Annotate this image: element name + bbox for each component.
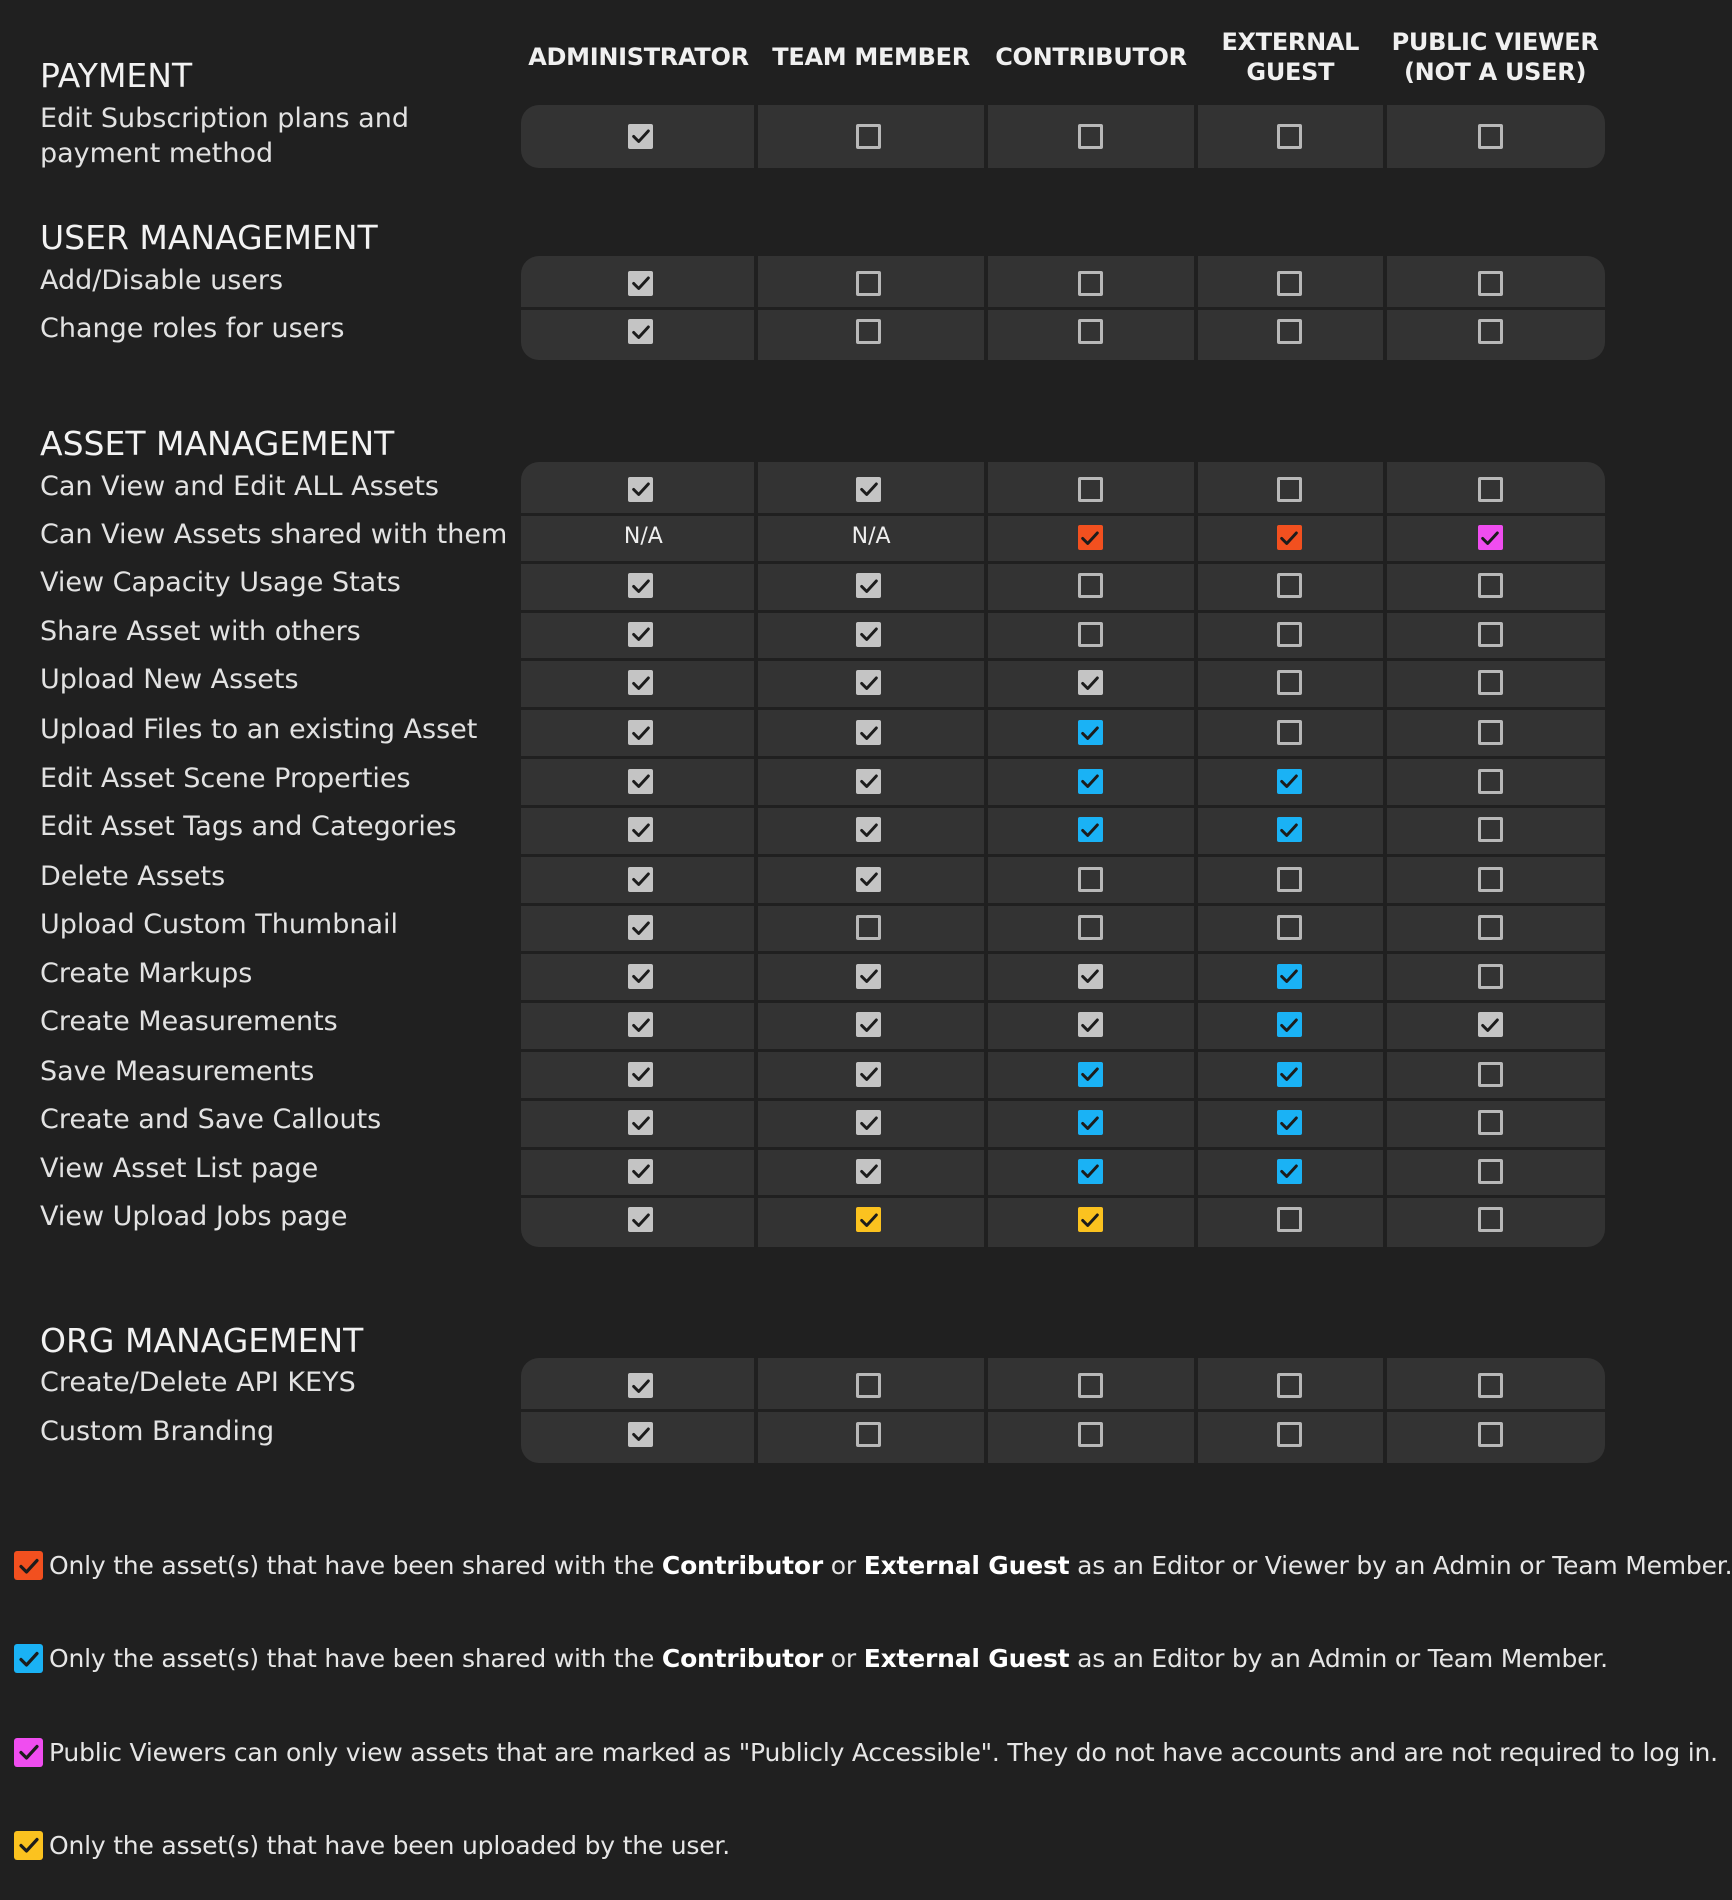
column-divider	[754, 105, 758, 168]
checkmark-icon	[1277, 817, 1302, 842]
unchecked-box-icon	[1478, 769, 1503, 794]
permission-checkbox[interactable]	[1078, 1110, 1108, 1140]
permission-checkbox[interactable]	[1078, 1062, 1108, 1092]
column-header: TEAM MEMBER	[772, 43, 970, 71]
checkmark-icon	[1078, 670, 1103, 695]
unchecked-box-icon	[1478, 271, 1503, 296]
permission-checkbox[interactable]	[1277, 271, 1307, 301]
permission-checkbox[interactable]	[1277, 622, 1307, 652]
permission-checkbox[interactable]	[1078, 670, 1108, 700]
row-divider	[34, 307, 1605, 310]
unchecked-box-icon	[1277, 124, 1302, 149]
permission-checkbox[interactable]	[1277, 964, 1307, 994]
permission-label: Edit Asset Scene Properties	[40, 762, 411, 794]
checkmark-icon	[856, 622, 881, 647]
legend-emphasis: Contributor	[661, 1644, 824, 1674]
permission-checkbox[interactable]	[1277, 525, 1307, 555]
permission-checkbox[interactable]	[628, 964, 658, 994]
not-applicable-text: N/A	[851, 524, 891, 549]
permission-checkbox[interactable]	[628, 1012, 658, 1042]
permission-label: View Capacity Usage Stats	[40, 567, 401, 599]
permission-checkbox[interactable]	[628, 867, 658, 897]
permission-checkbox[interactable]	[1277, 720, 1307, 750]
permission-checkbox[interactable]	[1078, 915, 1108, 945]
permission-checkbox[interactable]	[628, 319, 658, 349]
row-divider	[34, 561, 1605, 564]
permission-label: Add/Disable users	[40, 264, 284, 296]
permission-checkbox[interactable]	[628, 720, 658, 750]
permission-checkbox[interactable]	[1478, 319, 1508, 349]
unchecked-box-icon	[1478, 720, 1503, 745]
checkmark-icon	[628, 867, 653, 892]
permission-checkbox[interactable]	[856, 1012, 886, 1042]
unchecked-box-icon	[1277, 319, 1302, 344]
permission-checkbox[interactable]	[856, 670, 886, 700]
checkmark-icon	[1078, 1062, 1103, 1087]
permission-checkbox[interactable]	[1478, 525, 1508, 555]
column-header: CONTRIBUTOR	[995, 43, 1187, 71]
legend-fragment: Only the asset(s) that have been shared with the	[49, 1551, 662, 1581]
checkmark-icon	[628, 1110, 653, 1135]
permission-checkbox[interactable]	[628, 124, 658, 154]
unchecked-box-icon	[856, 319, 881, 344]
permission-checkbox[interactable]	[856, 622, 886, 652]
permission-checkbox[interactable]	[1277, 124, 1307, 154]
checkmark-icon	[628, 124, 653, 149]
checkmark-icon	[1078, 1110, 1103, 1135]
checkmark-icon	[1277, 1062, 1302, 1087]
unchecked-box-icon	[856, 915, 881, 940]
unchecked-box-icon	[1478, 964, 1503, 989]
permission-label: Share Asset with others	[40, 615, 361, 647]
checkmark-icon	[628, 319, 653, 344]
unchecked-box-icon	[1277, 477, 1302, 502]
permission-checkbox[interactable]	[1078, 769, 1108, 799]
legend-item	[14, 1825, 730, 1865]
permission-checkbox[interactable]	[1277, 670, 1307, 700]
legend-item	[14, 1639, 1608, 1679]
checkmark-icon	[856, 720, 881, 745]
checkmark-icon	[856, 1012, 881, 1037]
legend-item	[14, 1732, 1718, 1772]
checkmark-icon	[628, 1373, 653, 1398]
permission-checkbox[interactable]	[856, 1207, 886, 1237]
permission-checkbox[interactable]	[628, 573, 658, 603]
permission-label: Upload Custom Thumbnail	[40, 909, 399, 941]
unchecked-box-icon	[1078, 1422, 1103, 1447]
permission-checkbox[interactable]	[1478, 573, 1508, 603]
section-title: PAYMENT	[40, 55, 193, 95]
permission-checkbox[interactable]	[1277, 1159, 1307, 1189]
checkmark-icon	[1277, 1159, 1302, 1184]
row-divider	[34, 610, 1605, 613]
permission-checkbox[interactable]	[1277, 915, 1307, 945]
checkmark-icon	[1277, 1012, 1302, 1037]
unchecked-box-icon	[1078, 1373, 1103, 1398]
unchecked-box-icon	[1478, 573, 1503, 598]
unchecked-box-icon	[1277, 670, 1302, 695]
permission-label: View Asset List page	[40, 1152, 319, 1184]
permission-checkbox[interactable]	[1478, 720, 1508, 750]
permission-checkbox[interactable]	[856, 1159, 886, 1189]
column-divider	[1194, 105, 1198, 168]
checkmark-icon	[856, 1159, 881, 1184]
permission-label: Save Measurements	[40, 1055, 315, 1087]
permission-label: Create Measurements	[40, 1006, 338, 1038]
permission-checkbox[interactable]	[1478, 670, 1508, 700]
checkmark-icon	[628, 769, 653, 794]
checkmark-icon	[856, 1207, 881, 1232]
checkmark-icon	[856, 1062, 881, 1087]
permission-checkbox[interactable]	[1478, 622, 1508, 652]
checkmark-icon	[628, 1062, 653, 1087]
permission-checkbox[interactable]	[1078, 720, 1108, 750]
checkmark-icon	[14, 1644, 43, 1673]
unchecked-box-icon	[1078, 622, 1103, 647]
checkmark-icon	[856, 817, 881, 842]
permission-checkbox[interactable]	[1478, 1159, 1508, 1189]
permission-checkbox[interactable]	[1478, 271, 1508, 301]
unchecked-box-icon	[1478, 1110, 1503, 1135]
checkmark-icon	[856, 477, 881, 502]
permission-label: Create Markups	[40, 957, 253, 989]
checkmark-icon	[14, 1831, 43, 1860]
unchecked-box-icon	[1478, 477, 1503, 502]
permission-checkbox[interactable]	[1277, 1373, 1307, 1403]
legend-emphasis: External Guest	[863, 1551, 1070, 1581]
permission-checkbox[interactable]	[1078, 124, 1108, 154]
permission-checkbox[interactable]	[1277, 769, 1307, 799]
checkmark-icon	[856, 1110, 881, 1135]
checkmark-icon	[14, 1551, 43, 1580]
permission-checkbox[interactable]	[1078, 525, 1108, 555]
not-applicable-text: N/A	[623, 524, 663, 549]
column-header: EXTERNAL GUEST	[1221, 28, 1360, 86]
permission-checkbox[interactable]	[856, 769, 886, 799]
permission-label: Can View Assets shared with them	[40, 519, 508, 550]
permission-checkbox[interactable]	[628, 769, 658, 799]
legend-fragment: or	[823, 1644, 864, 1674]
unchecked-box-icon	[1078, 573, 1103, 598]
legend-text	[49, 1644, 1608, 1673]
permission-checkbox[interactable]	[1277, 1110, 1307, 1140]
permission-checkbox[interactable]	[856, 271, 886, 301]
permission-checkbox[interactable]	[856, 573, 886, 603]
checkmark-icon	[856, 867, 881, 892]
permission-label: View Upload Jobs page	[40, 1201, 348, 1233]
permission-checkbox[interactable]	[628, 1207, 658, 1237]
checkmark-icon	[628, 271, 653, 296]
permission-checkbox[interactable]	[856, 817, 886, 847]
column-header: PUBLIC VIEWER (NOT A USER)	[1391, 28, 1599, 86]
checkmark-icon	[1478, 525, 1503, 550]
section-panel	[521, 105, 1605, 168]
checkmark-icon	[856, 769, 881, 794]
permission-label: Delete Assets	[40, 860, 226, 892]
column-divider	[984, 105, 988, 168]
permission-checkbox[interactable]	[856, 915, 886, 945]
checkmark-icon	[1277, 964, 1302, 989]
legend-fragment: Public Viewers can only view assets that are marked as "Publicly Accessible". They do not have accounts and are not required to log in.	[49, 1737, 1718, 1767]
checkmark-icon	[856, 964, 881, 989]
permission-checkbox[interactable]	[1078, 319, 1108, 349]
checkmark-icon	[1277, 769, 1302, 794]
unchecked-box-icon	[1478, 1062, 1503, 1087]
column-header: ADMINISTRATOR	[528, 43, 749, 71]
legend-text	[49, 1551, 1732, 1580]
row-divider	[34, 513, 1605, 516]
permission-checkbox[interactable]	[856, 720, 886, 750]
permission-checkbox[interactable]	[856, 319, 886, 349]
unchecked-box-icon	[1478, 1373, 1503, 1398]
permission-checkbox[interactable]	[1478, 1422, 1508, 1452]
permission-checkbox[interactable]	[1277, 573, 1307, 603]
permission-checkbox[interactable]	[628, 1159, 658, 1189]
checkmark-icon	[628, 1012, 653, 1037]
checkmark-icon	[628, 1159, 653, 1184]
permission-checkbox[interactable]	[1078, 1207, 1108, 1237]
unchecked-box-icon	[1478, 124, 1503, 149]
checkmark-icon	[856, 573, 881, 598]
permission-checkbox[interactable]	[856, 1062, 886, 1092]
checkmark-icon	[1078, 720, 1103, 745]
section-title: ORG MANAGEMENT	[40, 1320, 364, 1360]
legend-fragment: or	[823, 1551, 864, 1581]
column-divider	[1383, 105, 1387, 168]
unchecked-box-icon	[1078, 867, 1103, 892]
row-divider	[34, 1098, 1605, 1101]
permission-checkbox[interactable]	[628, 915, 658, 945]
legend-text	[49, 1831, 730, 1860]
legend-fragment: Only the asset(s) that have been shared with the	[49, 1644, 662, 1674]
permission-checkbox[interactable]	[1478, 867, 1508, 897]
permission-checkbox[interactable]	[1478, 817, 1508, 847]
permission-checkbox[interactable]	[1277, 1422, 1307, 1452]
checkmark-icon	[628, 477, 653, 502]
permission-checkbox[interactable]	[628, 1422, 658, 1452]
row-divider	[34, 1147, 1605, 1150]
permission-checkbox[interactable]	[628, 477, 658, 507]
permission-label: Change roles for users	[40, 313, 345, 344]
row-divider	[34, 951, 1605, 954]
unchecked-box-icon	[1478, 670, 1503, 695]
unchecked-box-icon	[1277, 720, 1302, 745]
permission-label: Can View and Edit ALL Assets	[40, 470, 440, 502]
section-title: USER MANAGEMENT	[40, 218, 378, 258]
permission-label: Create and Save Callouts	[40, 1104, 382, 1136]
unchecked-box-icon	[1277, 622, 1302, 647]
permission-checkbox[interactable]	[1478, 1062, 1508, 1092]
permission-checkbox[interactable]	[856, 477, 886, 507]
permission-checkbox[interactable]	[1078, 1373, 1108, 1403]
unchecked-box-icon	[856, 1422, 881, 1447]
permission-checkbox[interactable]	[1478, 769, 1508, 799]
permission-checkbox[interactable]	[1478, 477, 1508, 507]
permission-checkbox[interactable]	[1277, 477, 1307, 507]
checkmark-icon	[1078, 1012, 1103, 1037]
row-divider	[34, 1049, 1605, 1052]
permission-checkbox[interactable]	[856, 867, 886, 897]
permission-checkbox[interactable]	[628, 670, 658, 700]
checkmark-icon	[628, 573, 653, 598]
permission-checkbox[interactable]	[1078, 1159, 1108, 1189]
unchecked-box-icon	[1478, 817, 1503, 842]
row-divider	[34, 1000, 1605, 1003]
unchecked-box-icon	[1277, 271, 1302, 296]
row-divider	[34, 756, 1605, 759]
permission-checkbox[interactable]	[628, 1373, 658, 1403]
row-divider	[34, 805, 1605, 808]
checkmark-icon	[1078, 1159, 1103, 1184]
permission-checkbox[interactable]	[1078, 573, 1108, 603]
permission-label: Upload Files to an existing Asset	[40, 714, 478, 746]
checkmark-icon	[628, 1422, 653, 1447]
permission-checkbox[interactable]	[1277, 1207, 1307, 1237]
permission-checkbox[interactable]	[1478, 1207, 1508, 1237]
legend-fragment: as an Editor by an Admin or Team Member.	[1069, 1644, 1608, 1674]
permission-checkbox[interactable]	[1078, 622, 1108, 652]
checkmark-icon	[628, 720, 653, 745]
checkmark-icon	[14, 1738, 43, 1767]
permission-checkbox[interactable]	[628, 1062, 658, 1092]
legend-text	[49, 1738, 1718, 1767]
permission-checkbox[interactable]	[1478, 964, 1508, 994]
legend-item	[14, 1546, 1732, 1586]
checkmark-icon	[1277, 525, 1302, 550]
unchecked-box-icon	[1277, 573, 1302, 598]
permission-checkbox[interactable]	[1078, 1012, 1108, 1042]
unchecked-box-icon	[1478, 622, 1503, 647]
unchecked-box-icon	[856, 124, 881, 149]
permission-label: Create/Delete API KEYS	[40, 1367, 356, 1399]
legend-emphasis: Contributor	[661, 1551, 824, 1581]
permission-checkbox[interactable]	[1277, 867, 1307, 897]
checkmark-icon	[628, 622, 653, 647]
checkmark-icon	[628, 964, 653, 989]
row-divider	[34, 1195, 1605, 1198]
permission-checkbox[interactable]	[856, 1422, 886, 1452]
checkmark-icon	[628, 915, 653, 940]
permission-checkbox[interactable]	[1078, 964, 1108, 994]
permission-checkbox[interactable]	[1277, 1062, 1307, 1092]
permission-checkbox[interactable]	[1078, 477, 1108, 507]
unchecked-box-icon	[1478, 1422, 1503, 1447]
permission-checkbox[interactable]	[1078, 1422, 1108, 1452]
permission-checkbox[interactable]	[856, 1373, 886, 1403]
row-divider	[34, 1409, 1605, 1412]
unchecked-box-icon	[1478, 319, 1503, 344]
unchecked-box-icon	[1277, 1422, 1302, 1447]
unchecked-box-icon	[1078, 915, 1103, 940]
unchecked-box-icon	[856, 271, 881, 296]
checkmark-icon	[1078, 769, 1103, 794]
permission-checkbox[interactable]	[1078, 867, 1108, 897]
permission-checkbox[interactable]	[628, 817, 658, 847]
legend-fragment: Only the asset(s) that have been uploaded by the user.	[49, 1830, 730, 1860]
checkmark-icon	[1078, 964, 1103, 989]
permission-label: Custom Branding	[40, 1415, 275, 1447]
permission-label: Edit Asset Tags and Categories	[40, 811, 457, 843]
unchecked-box-icon	[1078, 319, 1103, 344]
permission-checkbox[interactable]	[628, 622, 658, 652]
unchecked-box-icon	[1277, 1373, 1302, 1398]
permission-checkbox[interactable]	[1478, 1373, 1508, 1403]
permission-checkbox[interactable]	[1277, 1012, 1307, 1042]
row-divider	[34, 903, 1605, 906]
legend-fragment: as an Editor or Viewer by an Admin or Team Member.	[1069, 1551, 1732, 1581]
unchecked-box-icon	[856, 1373, 881, 1398]
permission-checkbox[interactable]	[628, 271, 658, 301]
checkmark-icon	[1277, 1110, 1302, 1135]
unchecked-box-icon	[1078, 271, 1103, 296]
unchecked-box-icon	[1078, 477, 1103, 502]
permission-checkbox[interactable]	[856, 124, 886, 154]
checkmark-icon	[1078, 525, 1103, 550]
unchecked-box-icon	[1478, 1207, 1503, 1232]
unchecked-box-icon	[1078, 124, 1103, 149]
row-divider	[34, 658, 1605, 661]
permission-label: Edit Subscription plans and payment method	[40, 102, 409, 169]
checkmark-icon	[628, 1207, 653, 1232]
permission-checkbox[interactable]	[856, 964, 886, 994]
unchecked-box-icon	[1478, 1159, 1503, 1184]
permission-checkbox[interactable]	[1277, 817, 1307, 847]
legend-emphasis: External Guest	[863, 1644, 1070, 1674]
permission-checkbox[interactable]	[1478, 1012, 1508, 1042]
checkmark-icon	[1078, 1207, 1103, 1232]
row-divider	[34, 707, 1605, 710]
permission-checkbox[interactable]	[856, 1110, 886, 1140]
checkmark-icon	[628, 817, 653, 842]
unchecked-box-icon	[1277, 915, 1302, 940]
permission-checkbox[interactable]	[1478, 915, 1508, 945]
permission-checkbox[interactable]	[1478, 124, 1508, 154]
permission-checkbox[interactable]	[1078, 817, 1108, 847]
permission-checkbox[interactable]	[628, 1110, 658, 1140]
checkmark-icon	[856, 670, 881, 695]
permission-label: Upload New Assets	[40, 664, 299, 696]
unchecked-box-icon	[1277, 867, 1302, 892]
row-divider	[34, 854, 1605, 857]
permission-checkbox[interactable]	[1478, 1110, 1508, 1140]
permission-checkbox[interactable]	[1277, 319, 1307, 349]
checkmark-icon	[1478, 1012, 1503, 1037]
section-title: ASSET MANAGEMENT	[40, 424, 395, 464]
unchecked-box-icon	[1478, 867, 1503, 892]
checkmark-icon	[628, 670, 653, 695]
unchecked-box-icon	[1478, 915, 1503, 940]
unchecked-box-icon	[1277, 1207, 1302, 1232]
checkmark-icon	[1078, 817, 1103, 842]
permission-checkbox[interactable]	[1078, 271, 1108, 301]
